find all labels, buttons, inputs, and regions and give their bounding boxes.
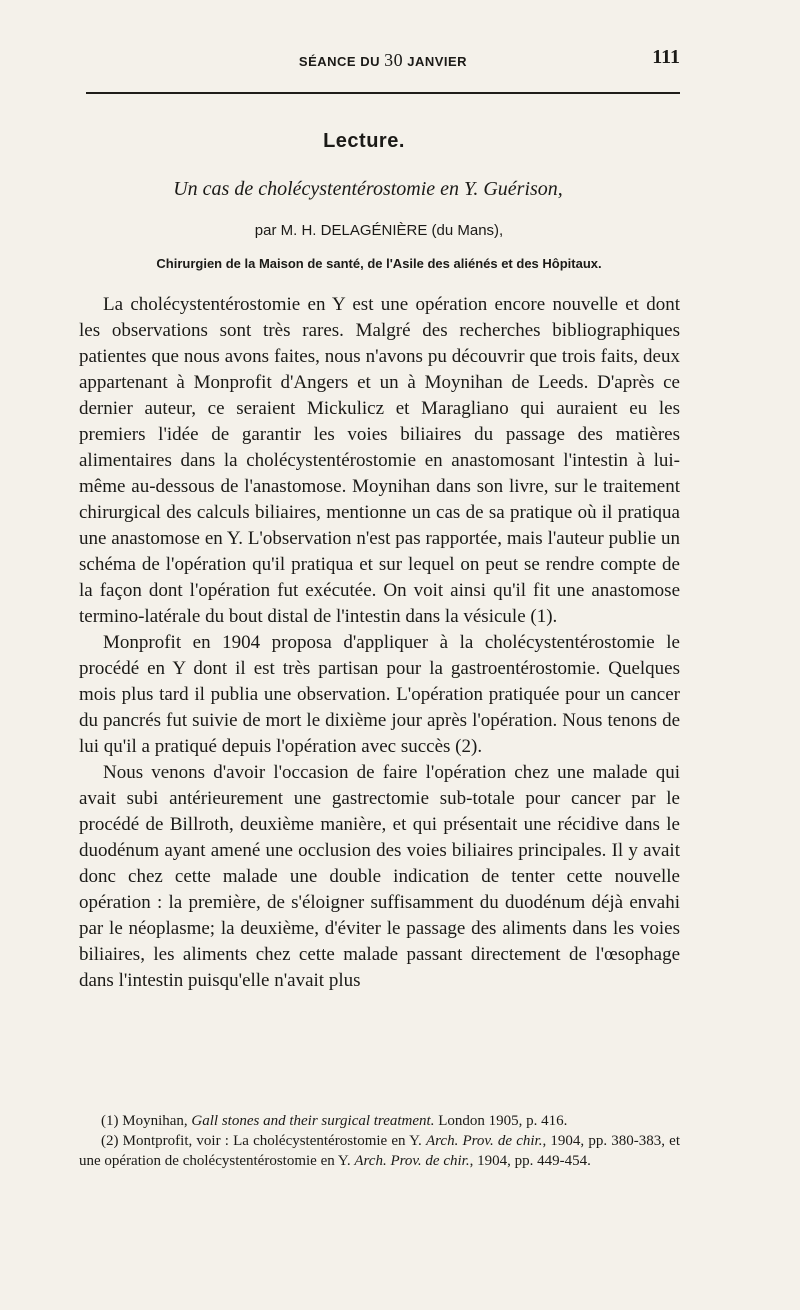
body-paragraph: Nous venons d'avoir l'occasion de faire l'opération chez une malade qui avait subi antérieurement une gastrectomie sub-totale pour cancer par le procédé de Billroth, deuxième manière, et qui présentait une récidive dans le duodénum ayant amené une occlusion des voies biliaires principales. Il y avait donc chez cette malade une double indication de tenter cette nouvelle opération : la première, de s'éloigner suffisamment du duodénum déjà envahi par le néoplasme; la deuxième, d'éviter le passage des aliments dans les voies biliaires, les aliments chez cette malade passant directement de l'œsophage dans l'intestin puisqu'elle n'avait plus: [79, 762, 680, 991]
running-title-date: 30: [384, 50, 404, 70]
running-head: [86, 48, 680, 74]
footnote-1: [79, 1111, 680, 1131]
footnote-1-title: Gall stones and their surgical treatment.: [191, 1113, 435, 1129]
running-title-pre: SÉANCE DU: [298, 54, 385, 69]
footnote-2-mid: , 1904, pp. 380-383, et une opération de cholécystentérostomie en Y.: [79, 1133, 680, 1169]
footnote-2-pre: (2) Montprofit, voir : La cholécystentérostomie en Y.: [101, 1133, 426, 1149]
running-title: [86, 50, 680, 71]
article-title: Un cas de cholécystentérostomie en Y. Guérison,: [173, 178, 563, 200]
article-body: [79, 292, 680, 994]
running-title-post: JANVIER: [403, 54, 468, 69]
footnote-1-pre: (1) Moynihan,: [101, 1113, 192, 1129]
footnotes: [79, 1111, 680, 1171]
page-number: 111: [652, 46, 680, 68]
header-rule: [86, 92, 680, 94]
footnote-1-post: London 1905, p. 416.: [434, 1113, 568, 1129]
section-title: Lecture.: [323, 130, 405, 152]
author-affiliation: Chirurgien de la Maison de santé, de l'Asile des aliénés et des Hôpitaux.: [156, 256, 602, 271]
footnote-2-post: , 1904, pp. 449-454.: [469, 1153, 591, 1169]
author-byline: par M. H. DELAGÉNIÈRE (du Mans),: [254, 222, 504, 239]
footnote-2: [79, 1131, 680, 1171]
body-paragraph: La cholécystentérostomie en Y est une opération encore nouvelle et dont les observations sont très rares. Malgré des recherches bibliographiques patientes que nous avons faites, nous n'avons pu découvrir que trois faits, deux appartenant à Monprofit d'Angers et un à Moynihan de Leeds. D'après ce dernier auteur, ce seraient Mickulicz et Maragliano qui auraient eu les premiers l'idée de garantir les voies biliaires du passage des matières alimentaires dans la cholécystentérostomie en anastomosant l'intestin à lui-même au-dessous de l'anastomose. Moynihan dans son livre, sur le traitement chirurgical des calculs biliaires, mentionne un cas de sa pratique où il pratiqua une anastomose en Y. L'observation n'est pas rapportée, mais l'auteur publie un schéma de l'opération qu'il pratiqua et sur lequel on peut se rendre compte de la façon dont l'opération fut exécutée. On voit ainsi qu'il fit une anastomose termino-latérale du bout distal de l'intestin dans la vésicule (1).: [79, 294, 680, 627]
footnote-2-journal-1: Arch. Prov. de chir.: [425, 1133, 543, 1149]
body-paragraph: Monprofit en 1904 proposa d'appliquer à la cholécystentérostomie le procédé en Y dont il est très partisan pour la gastroentérostomie. Quelques mois plus tard il publia une observation. L'opération pratiquée pour un cancer du pancrés fut suivie de mort le dixième jour après l'opération. Nous tenons de lui qu'il a pratiqué depuis l'opération avec succès (2).: [79, 632, 680, 757]
footnote-2-journal-2: Arch. Prov. de chir.: [354, 1153, 470, 1169]
